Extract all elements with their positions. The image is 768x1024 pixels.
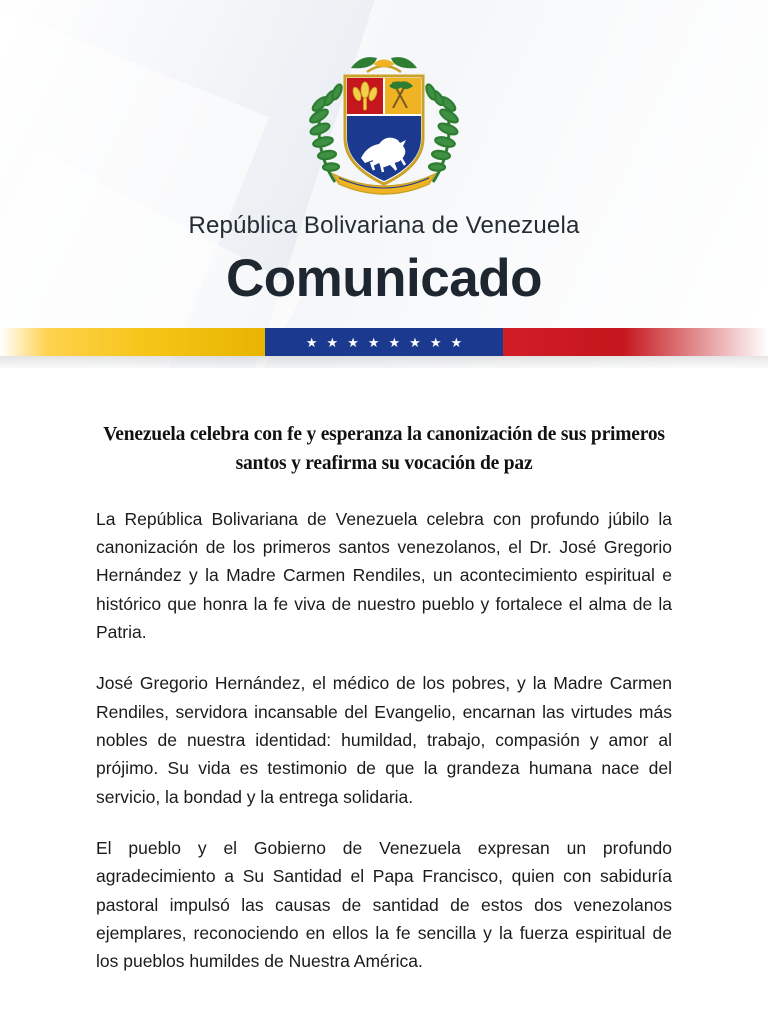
flag-star-icon: ★ xyxy=(305,334,318,350)
flag-band-yellow xyxy=(0,328,265,356)
paragraph: José Gregorio Hernández, el médico de los pobres, y la Madre Carmen Rendiles, servidora incansable del Evangelio, encarnan las virtudes más nobles de nuestra identidad: humildad, trabajo, compasión y amor al prójimo. Su vida es testimonio de que la grandeza humana nace del servicio, la bondad y la entrega solidaria. xyxy=(96,673,672,807)
document-header xyxy=(0,0,768,368)
coat-of-arms-venezuela-icon xyxy=(289,42,479,202)
header-divider-shadow xyxy=(0,356,768,368)
flag-star-icon: ★ xyxy=(347,334,359,350)
flag-band-red xyxy=(503,328,768,356)
header-title-block xyxy=(0,212,768,309)
flag-tricolor-bar xyxy=(0,328,768,356)
flag-star-icon: ★ xyxy=(326,334,339,350)
coat-of-arms-container xyxy=(0,42,768,202)
paragraph: La República Bolivariana de Venezuela celebra con profundo júbilo la canonización de los primeros santos venezolanos, el Dr. José Gregorio Hernández y la Madre Carmen Rendiles, un acontecimiento espiritual e histórico que honra la fe viva de nuestro pueblo y fortalece el alma de la Patria. xyxy=(96,508,672,642)
republic-title: República Bolivariana de Venezuela xyxy=(188,212,580,239)
flag-star-icon: ★ xyxy=(388,334,401,350)
flag-star-icon: ★ xyxy=(429,334,442,350)
flag-star-icon: ★ xyxy=(450,334,463,350)
paragraph: El pueblo y el Gobierno de Venezuela expresan un profundo agradecimiento a Su Santidad el Papa Francisco, quien con sabiduría pastoral impulsó las causas de santidad de estos dos venezolanos ejemplares, reconociendo en ellos la fe sencilla y la fuerza espiritual de los pueblos humildes de Nuestra América. xyxy=(96,837,672,972)
document-body xyxy=(0,368,768,976)
document-type-title: Comunicado xyxy=(226,249,542,308)
flag-star-icon: ★ xyxy=(409,334,421,350)
flag-star-icon: ★ xyxy=(367,334,380,350)
page-title: Venezuela celebra con fe y esperanza la canonización de sus primeros santos y reafirma su vocación de paz xyxy=(103,424,665,475)
flag-band-blue xyxy=(265,328,503,356)
